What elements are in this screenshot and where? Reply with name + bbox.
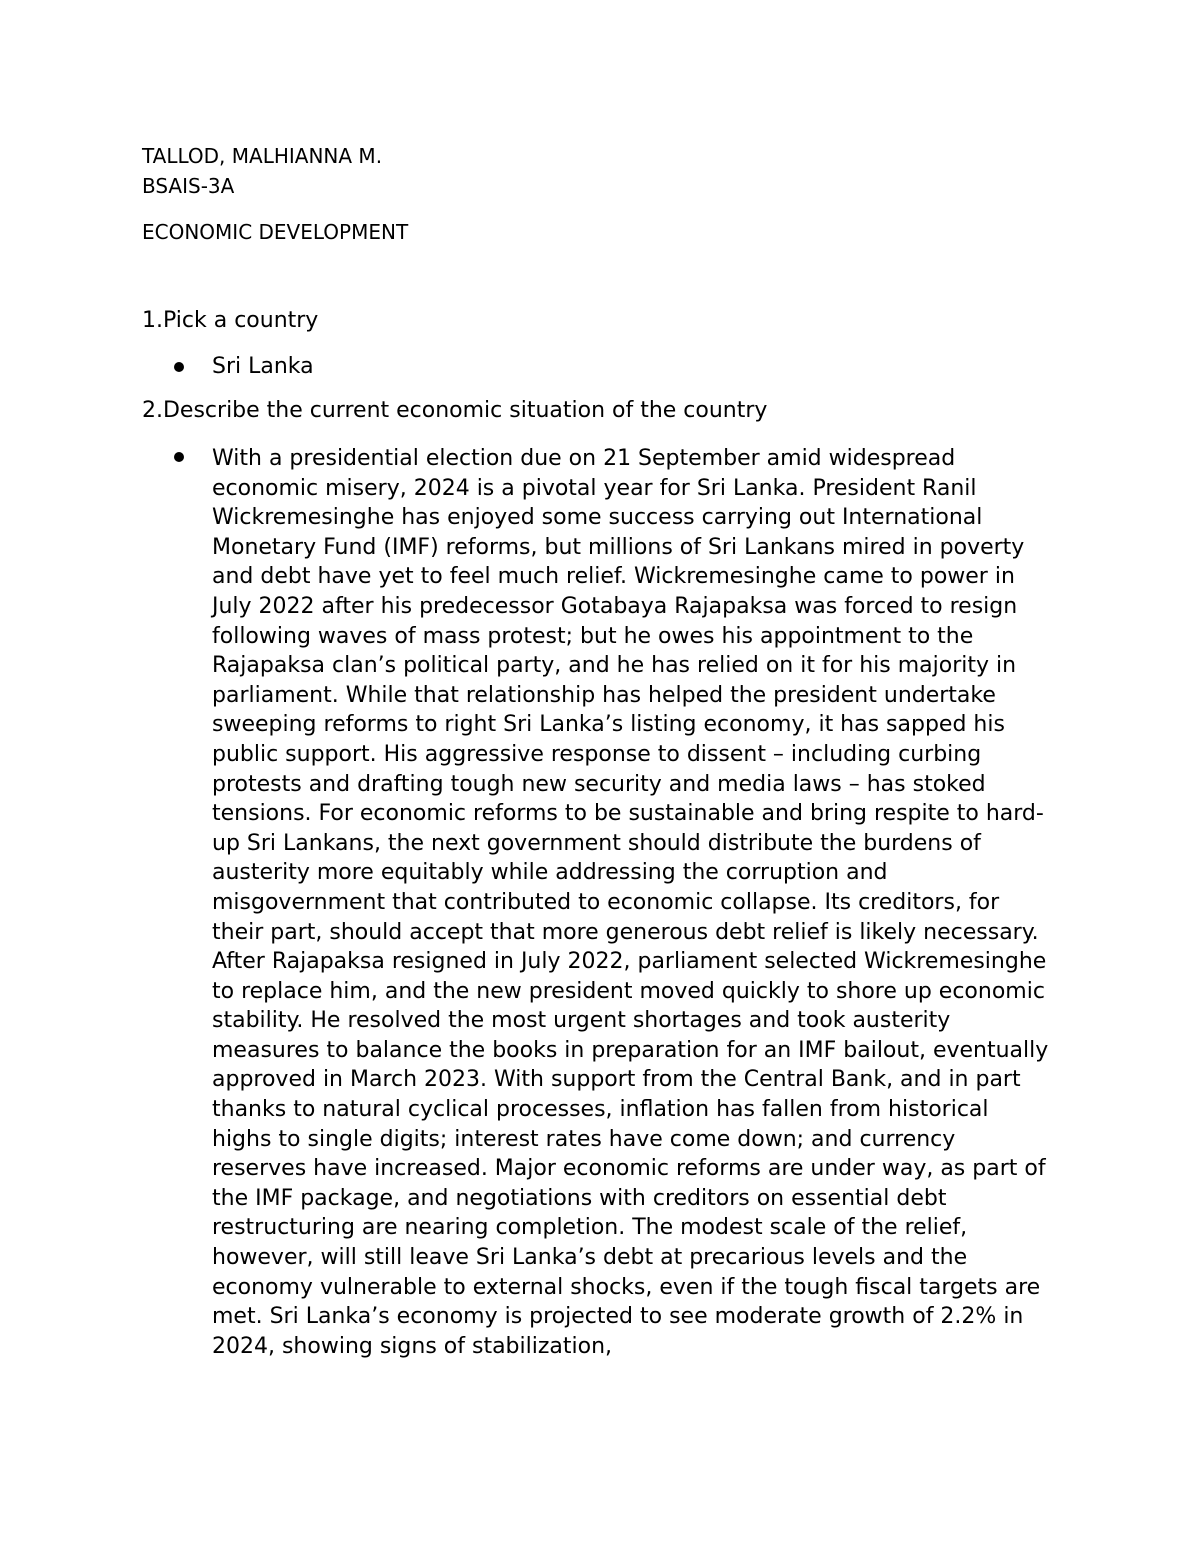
question-2-prompt: 2.Describe the current economic situation of the country [142, 398, 768, 423]
bullet-icon [174, 452, 184, 462]
student-section: BSAIS-3A [142, 174, 235, 198]
subject-title: ECONOMIC DEVELOPMENT [142, 220, 409, 244]
bullet-icon [174, 362, 184, 372]
question-2-answer: With a presidential election due on 21 September amid widespread economic misery, 2024 is a pivotal year for Sri Lanka. President Ranil Wickremesinghe has enjoyed some success carrying out International Monetary Fund (IMF) reforms, but millions of Sri Lankans mired in poverty and debt have yet to feel much relief. Wickremesinghe came to power in July 2022 after his predecessor Gotabaya Rajapaksa was forced to resign following waves of mass protest; but he owes his appointment to the Rajapaksa clan’s political party, and he has relied on it for his majority in parliament. While that relationship has helped the president undertake sweeping reforms to right Sri Lanka’s listing economy, it has sapped his public support. His aggressive response to dissent – including curbing protests and drafting tough new security and media laws – has stoked tensions. For economic reforms to be sustainable and bring respite to hard-up Sri Lankans, the next government should distribute the burdens of austerity more equitably while addressing the corruption and misgovernment that contributed to economic collapse. Its creditors, for their part, should accept that more generous debt relief is likely necessary. After Rajapaksa resigned in July 2022, parliament selected Wickremesinghe to replace him, and the new president moved quickly to shore up economic stability. He resolved the most urgent shortages and took austerity measures to balance the books in preparation for an IMF bailout, eventually approved in March 2023. With support from the Central Bank, and in part thanks to natural cyclical processes, inflation has fallen from historical highs to single digits; interest rates have come down; and currency reserves have increased. Major economic reforms are under way, as part of the IMF package, and negotiations with creditors on essential debt restructuring are nearing completion. The modest scale of the relief, however, will still leave Sri Lanka’s debt at precarious levels and the economy vulnerable to external shocks, even if the tough fiscal targets are met. Sri Lanka’s economy is projected to see moderate growth of 2.2% in 2024, showing signs of stabilization, [212, 446, 1049, 1359]
student-name: TALLOD, MALHIANNA M. [142, 144, 383, 168]
question-1-answer: Sri Lanka [212, 354, 314, 379]
question-1-prompt: 1.Pick a country [142, 308, 319, 333]
